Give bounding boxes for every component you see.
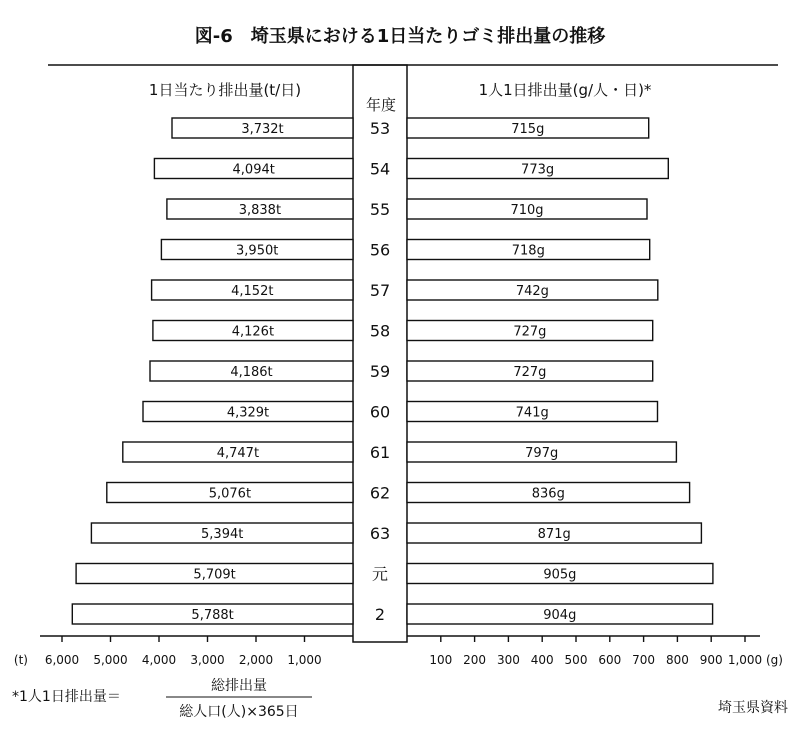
left-bar-label: 4,152t	[231, 284, 274, 299]
right-unit-label: (g)	[766, 653, 783, 667]
year-label: 56	[369, 240, 391, 260]
right-bar-label: 742g	[515, 284, 549, 299]
right-bar-label: 715g	[511, 122, 545, 137]
right-bar-label: 727g	[513, 324, 547, 340]
left-unit-label: (t)	[13, 653, 28, 667]
chart-title: 図-6 埼玉県における1日当たりゴミ排出量の推移	[194, 26, 606, 47]
left-bars	[72, 118, 353, 624]
footnote-denominator: 総人口(人)×365日	[179, 704, 299, 720]
year-labels	[370, 119, 390, 624]
right-bar-label: 727g	[513, 365, 547, 380]
left-tick-label: 5,000	[93, 653, 128, 667]
left-bar-label: 4,186t	[230, 365, 273, 380]
year-label: 58	[369, 321, 391, 341]
right-header: 1人1日排出量(g/人・日)*	[478, 81, 652, 99]
right-bar-label: 871g	[537, 527, 571, 542]
left-bar-label: 4,329t	[226, 405, 270, 421]
left-bar-label: 3,838t	[238, 203, 282, 218]
right-bar-label: 904g	[543, 608, 577, 623]
year-label: 61	[369, 443, 391, 462]
year-label: 54	[369, 159, 391, 179]
left-bar-label: 5,394t	[201, 527, 244, 542]
year-label: 63	[369, 524, 391, 543]
left-bar-label: 4,094t	[232, 162, 275, 178]
left-tick-label: 3,000	[190, 653, 225, 667]
left-bar-label: 5,076t	[208, 486, 252, 502]
year-label: 57	[369, 281, 391, 300]
year-label: 2	[374, 605, 386, 624]
right-bar-label: 797g	[525, 446, 559, 461]
year-column	[353, 65, 407, 642]
right-tick-label: 500	[564, 653, 588, 667]
left-tick-label: 1,000	[287, 653, 322, 667]
left-tick-label: 4,000	[141, 653, 177, 667]
year-label: 53	[369, 119, 391, 138]
left-bar-label: 4,747t	[216, 446, 260, 461]
year-label: 55	[369, 200, 391, 219]
right-tick-label: 800	[665, 653, 689, 667]
right-bar-label: 741g	[515, 405, 549, 421]
left-bar-label: 5,788t	[191, 608, 234, 623]
left-header: 1日当たり排出量(t/日)	[148, 81, 302, 99]
right-ticks	[429, 636, 762, 667]
right-tick-label: 700	[632, 653, 656, 667]
source-note: 埼玉県資料	[718, 700, 788, 716]
right-tick-label: 400	[530, 653, 554, 667]
left-bar-label: 5,709t	[193, 567, 236, 583]
right-bars	[407, 118, 713, 624]
right-tick-label: 100	[429, 653, 453, 667]
center-header: 年度	[365, 96, 397, 114]
left-tick-label: 6,000	[44, 653, 80, 667]
right-tick-label: 1,000	[727, 653, 763, 667]
right-bar-label: 905g	[543, 567, 577, 583]
footnote-numerator: 総排出量	[211, 678, 267, 694]
year-label: 59	[369, 362, 391, 381]
year-label: 元	[371, 564, 389, 584]
right-tick-label: 300	[496, 653, 520, 667]
left-bar-label: 4,126t	[231, 324, 275, 340]
right-bar-label: 773g	[521, 162, 555, 178]
right-tick-label: 600	[598, 653, 622, 667]
right-bar-label: 836g	[531, 486, 565, 502]
right-bar-label: 710g	[510, 203, 544, 218]
right-tick-label: 200	[463, 653, 487, 667]
left-ticks	[45, 636, 322, 667]
left-bar-label: 3,732t	[241, 122, 284, 137]
year-label: 60	[369, 402, 391, 422]
year-label: 62	[369, 483, 391, 503]
left-bar-label: 3,950t	[236, 243, 279, 259]
right-tick-label: 900	[699, 653, 723, 667]
footnote-lhs: *1人1日排出量＝	[12, 689, 121, 705]
right-bar-label: 718g	[511, 243, 545, 259]
left-tick-label: 2,000	[238, 653, 274, 667]
